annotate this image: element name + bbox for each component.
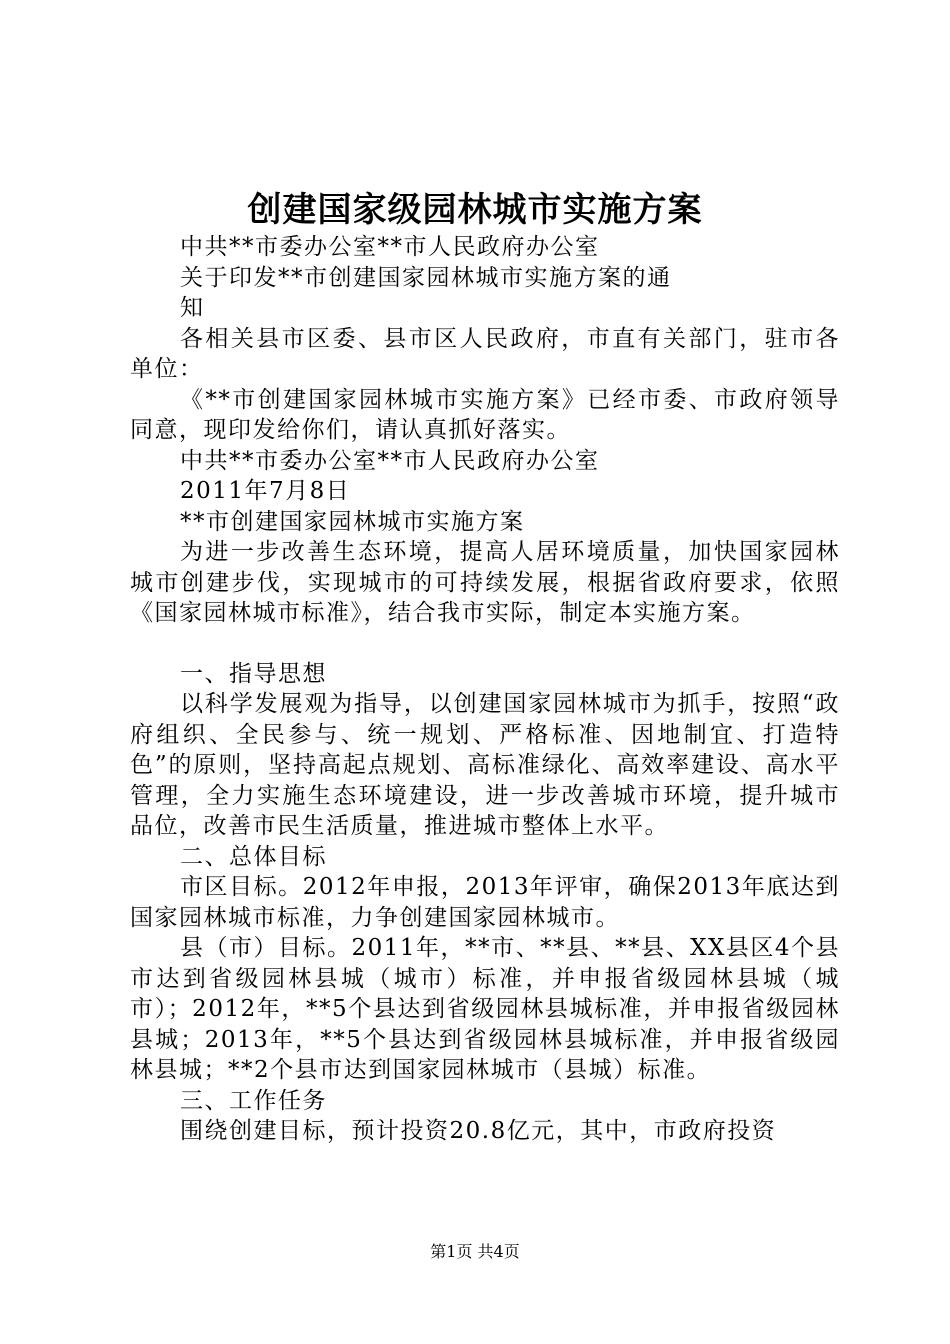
paragraph-notice-body: 《**市创建国家园林城市实施方案》已经市委、市政府领导同意，现印发给你们，请认真抓好落实。 [130,386,840,443]
paragraph-intro: 为进一步改善生态环境，提高人居环境质量，加快国家园林城市创建步伐，实现城市的可持续发展，根据省政府要求，依照《国家园林城市标准》，结合我市实际，制定本实施方案。 [130,539,840,626]
paragraph-city-goal: 市区目标。2012年申报，2013年评审，确保2013年底达到国家园林城市标准，力争创建国家园林城市。 [130,874,840,931]
document-body [130,232,840,1147]
paragraph-signature: 中共**市委办公室**市人民政府办公室 [180,447,600,474]
paragraph-issuer: 中共**市委办公室**市人民政府办公室 [180,234,600,260]
paragraph-notice-heading: 关于印发**市创建国家园林城市实施方案的通 [180,264,672,291]
paragraph-gap [130,629,840,659]
paragraph-date: 2011年7月8日 [180,478,351,504]
paragraph-plan-title: **市创建国家园林城市实施方案 [180,508,525,535]
document-title: 创建国家级园林城市实施方案 [247,190,703,230]
paragraph-tasks: 围绕创建目标，预计投资20.8亿元，其中，市政府投资 [180,1118,777,1144]
page-footer: 第1页 共4页 [430,1242,520,1261]
paragraph-notice-heading-end: 知 [180,295,205,321]
paragraph-recipients: 各相关县市区委、县市区人民政府，市直有关部门，驻市各单位： [130,325,840,382]
section-heading-guiding-thought: 一、指导思想 [180,660,327,687]
paragraph-guiding-thought: 以科学发展观为指导，以创建国家园林城市为抓手，按照“政府组织、全民参与、统一规划、严格标准、因地制宜、打造特色”的原则，坚持高起点规划、高标准绿化、高效率建设、高水平管理，全力实施生态环境建设，进一步改善城市环境，提升城市品位，改善市民生活质量，推进城市整体上水平。 [130,691,840,839]
section-heading-tasks: 三、工作任务 [180,1087,327,1114]
paragraph-county-goal: 县（市）目标。2011年，**市、**县、**县、XX县区4个县市达到省级园林县城（城市）标准，并申报省级园林县城（城市）；2012年，**5个县达到省级园林县城标准，并申报省级园林县城；2013年，**5个县达到省级园林县城标准，并申报省级园林县城；**2个县市达到国家园林城市（县城）标准。 [130,935,840,1083]
section-heading-overall-goal: 二、总体目标 [180,843,327,870]
